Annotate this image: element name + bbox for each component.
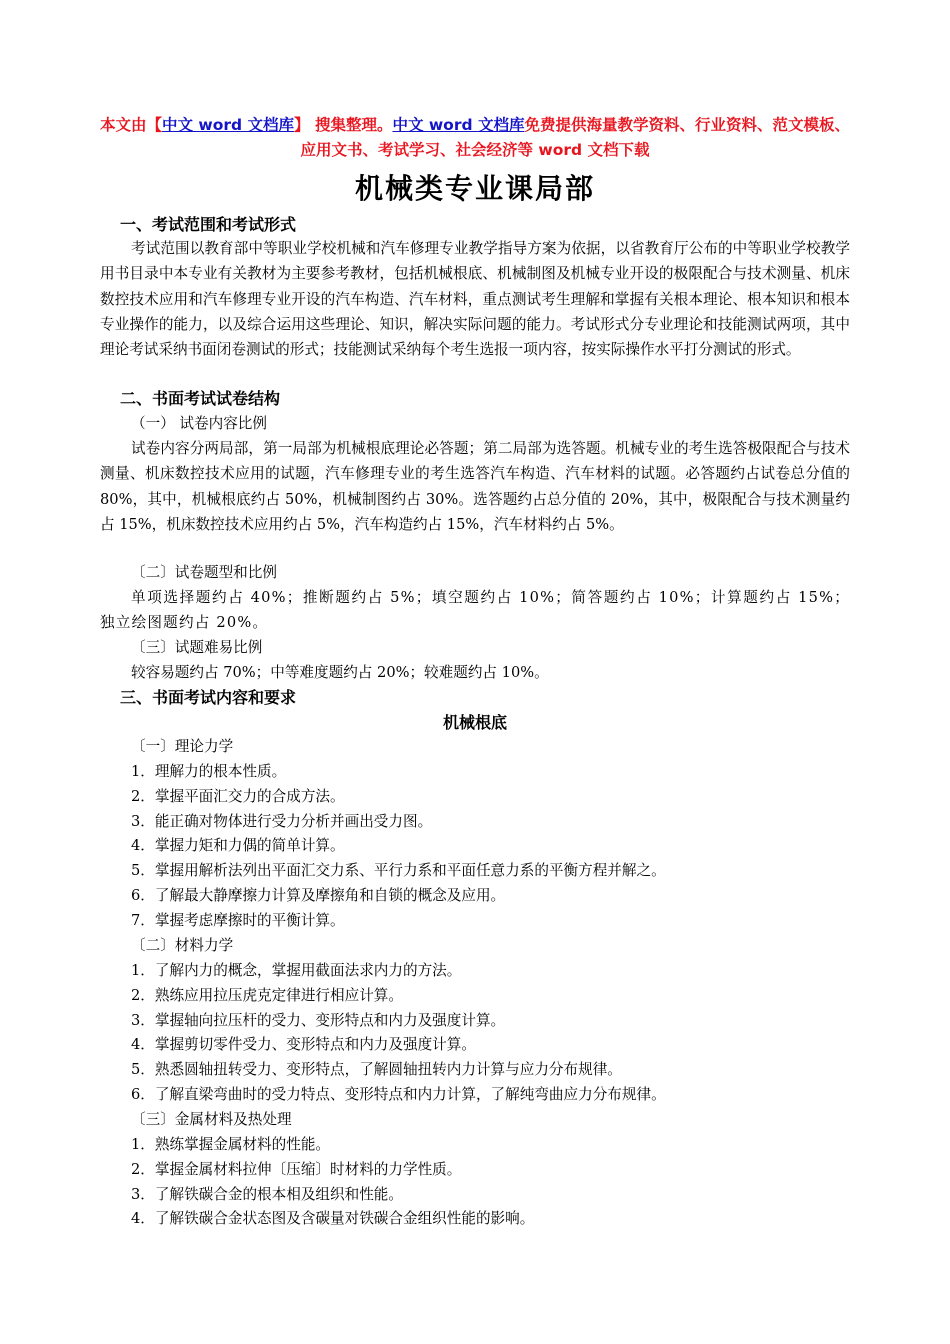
section1-body xyxy=(100,236,850,362)
list-item: 3．了解铁碳合金的根本相及组织和性能。 xyxy=(131,1185,403,1203)
list-item: 3．掌握轴向拉压杆的受力、变形特点和内力及强度计算。 xyxy=(131,1011,506,1029)
section2-sub3-title: 〔三〕试题难易比例 xyxy=(131,639,263,656)
section1-heading: 一、考试范围和考试形式 xyxy=(120,215,297,234)
section2-sub1-title: （一） 试卷内容比例 xyxy=(131,415,267,432)
section3-heading: 三、书面考试内容和要求 xyxy=(120,688,297,707)
list-item: 4．掌握力矩和力偶的简单计算。 xyxy=(131,837,345,855)
list-item: 4．了解铁碳合金状态图及含碳量对铁碳合金组织性能的影响。 xyxy=(131,1210,535,1228)
part1-list xyxy=(131,760,666,934)
list-item: 4．掌握剪切零件受力、变形特点和内力及强度计算。 xyxy=(131,1036,476,1054)
list-item: 1．了解内力的概念，掌握用截面法求内力的方法。 xyxy=(131,962,462,979)
section2-sub1-body xyxy=(100,436,850,537)
banner-link-library[interactable]: 中文 word 文档库 xyxy=(162,116,295,134)
part2-list xyxy=(131,959,666,1108)
section2-heading: 二、书面考试试卷结构 xyxy=(120,389,281,408)
list-item: 5．熟悉圆轴扭转受力、变形特点，了解圆轴扭转内力计算与应力分布规律。 xyxy=(131,1061,622,1079)
list-item: 2．掌握金属材料拉伸〔压缩〕时材料的力学性质。 xyxy=(131,1160,462,1178)
section2-sub2-body xyxy=(100,585,850,636)
section2-sub2-paragraph: 单项选择题约占 40%；推断题约占 5%；填空题约占 10%；简答题约占 10%；计算题约占 15%；独立绘图题约占 20%。 xyxy=(100,589,850,632)
list-item: 2．熟练应用拉压虎克定律进行相应计算。 xyxy=(131,986,403,1004)
list-item: 7．掌握考虑摩擦时的平衡计算。 xyxy=(131,911,345,929)
part3-list xyxy=(131,1133,534,1232)
list-item: 6．了解最大静摩擦力计算及摩擦角和自锁的概念及应用。 xyxy=(131,886,506,904)
part1-title: 〔一〕理论力学 xyxy=(131,738,234,755)
list-item: 2．掌握平面汇交力的合成方法。 xyxy=(131,787,345,805)
section2-sub2-title: 〔二〕试卷题型和比例 xyxy=(131,564,277,581)
list-item: 5．掌握用解析法列出平面汇交力系、平行力系和平面任意力系的平衡方程并解之。 xyxy=(131,862,666,880)
section2-sub3-body: 较容易题约占 70%；中等难度题约占 20%；较难题约占 10%。 xyxy=(131,664,549,681)
banner-suffix: 免费提供海量教学资料、行业资料、范文模板、应用文书、考试学习、社会经济等 word 文档下载 xyxy=(300,116,850,159)
part3-title: 〔三〕金属材料及热处理 xyxy=(131,1111,292,1128)
banner-link-library-2[interactable]: 中文 word 文档库 xyxy=(392,116,525,134)
part2-title: 〔二〕材料力学 xyxy=(131,937,234,954)
banner-middle: 】 搜集整理。 xyxy=(294,116,393,134)
list-item: 6．了解直梁弯曲时的受力特点、变形特点和内力计算，了解纯弯曲应力分布规律。 xyxy=(131,1085,666,1103)
banner-prefix: 本文由【 xyxy=(100,116,163,134)
section2-sub1-paragraph: 试卷内容分两局部，第一局部为机械根底理论必答题；第二局部为选答题。机械专业的考生选答极限配合与技术测量、机床数控技术应用的试题，汽车修理专业的考生选答汽车构造、汽车材料的试题。必答题约占试卷总分值的 80%，其中，机械根底约占 50%，机械制图约占 30%。选答题约占总分值的 20%，其中，极限配合与技术测量约占 15%，机床数控技术应用约占 5%，汽车构造约占 15%，汽车材料约占 5%。 xyxy=(100,440,850,533)
list-item: 1．熟练掌握金属材料的性能。 xyxy=(131,1136,331,1153)
list-item: 3．能正确对物体进行受力分析并画出受力图。 xyxy=(131,812,433,830)
source-banner xyxy=(95,113,855,163)
subject-heading: 机械根底 xyxy=(442,713,507,732)
list-item: 1．理解力的根本性质。 xyxy=(131,763,287,780)
section1-paragraph: 考试范围以教育部中等职业学校机械和汽车修理专业教学指导方案为依据，以省教育厅公布的中等职业学校教学用书目录中本专业有关教材为主要参考教材，包括机械根底、机械制图及机械专业开设的极限配合与技术测量、机床数控技术应用和汽车修理专业开设的汽车构造、汽车材料，重点测试考生理解和掌握有关根本理论、根本知识和根本专业操作的能力，以及综合运用这些理论、知识，解决实际问题的能力。考试形式分专业理论和技能测试两项，其中理论考试采纳书面闭卷测试的形式；技能测试采纳每个考生选报一项内容，按实际操作水平打分测试的形式。 xyxy=(100,240,850,359)
document-title: 机械类专业课局部 xyxy=(354,172,595,205)
